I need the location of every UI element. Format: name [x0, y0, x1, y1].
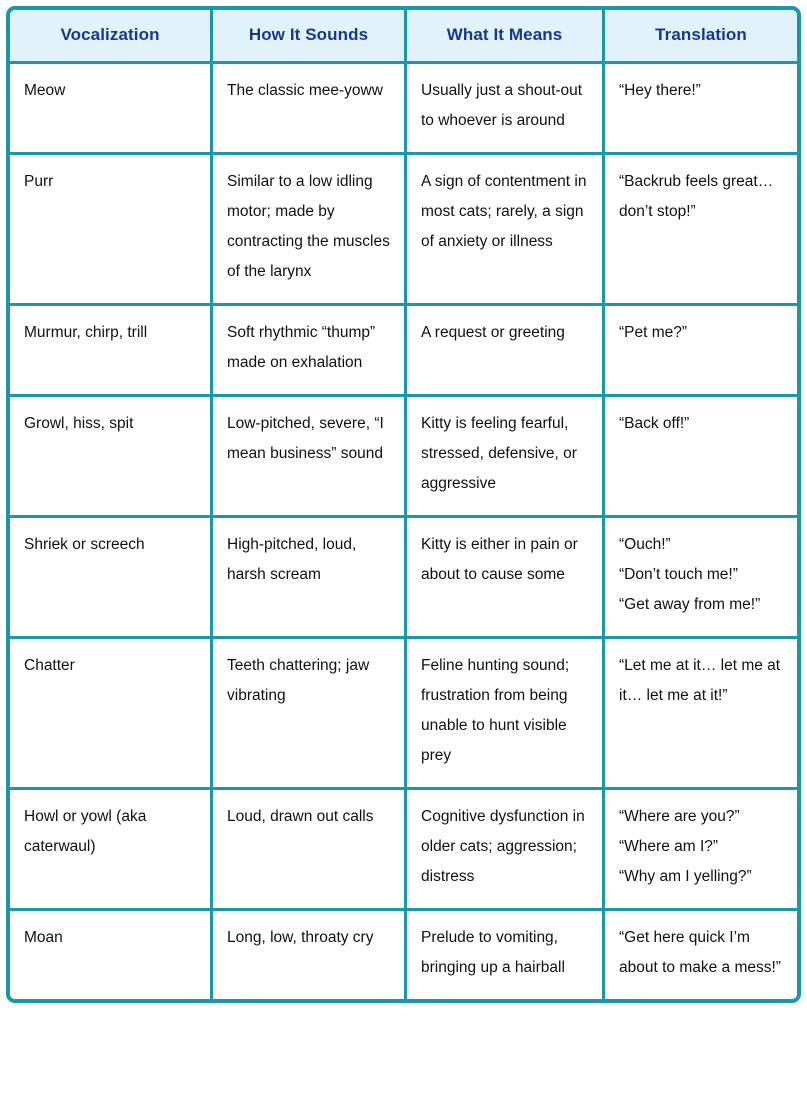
translation-line: “Pet me?”	[619, 324, 688, 341]
cell-what-it-means: Cognitive dysfunction in older cats; aggression; distress	[407, 790, 605, 911]
cell-how-it-sounds: The classic mee-yoww	[213, 64, 407, 155]
cell-vocalization: Howl or yowl (aka caterwaul)	[10, 790, 213, 911]
cell-how-it-sounds: Soft rhythmic “thump” made on exhalation	[213, 306, 407, 397]
translation-lines	[619, 530, 784, 620]
cell-translation	[605, 911, 797, 999]
cell-translation	[605, 397, 797, 518]
table-body	[10, 64, 797, 999]
table-row	[10, 64, 797, 155]
table-row	[10, 911, 797, 999]
translation-line: “Ouch!”	[619, 536, 671, 553]
translation-line: “Backrub feels great… don’t stop!”	[619, 173, 774, 220]
cell-vocalization: Meow	[10, 64, 213, 155]
cell-how-it-sounds: Teeth chattering; jaw vibrating	[213, 639, 407, 790]
cat-vocalization-table	[6, 6, 801, 1003]
translation-line: “Why am I yelling?”	[619, 868, 752, 885]
cell-translation	[605, 518, 797, 639]
table-row	[10, 518, 797, 639]
cell-translation	[605, 64, 797, 155]
cell-translation	[605, 306, 797, 397]
translation-lines	[619, 802, 784, 892]
cell-translation	[605, 155, 797, 306]
column-header-vocalization: Vocalization	[10, 10, 213, 64]
translation-line: “Let me at it… let me at it… let me at it!”	[619, 657, 781, 704]
header-row	[10, 10, 797, 64]
translation-line: “Where am I?”	[619, 838, 719, 855]
cell-how-it-sounds: Low-pitched, severe, “I mean business” sound	[213, 397, 407, 518]
cell-vocalization: Shriek or screech	[10, 518, 213, 639]
translation-lines	[619, 318, 784, 348]
cell-how-it-sounds: Loud, drawn out calls	[213, 790, 407, 911]
cell-translation	[605, 790, 797, 911]
cell-vocalization: Purr	[10, 155, 213, 306]
cell-vocalization: Moan	[10, 911, 213, 999]
translation-lines	[619, 76, 784, 106]
cell-how-it-sounds: Similar to a low idling motor; made by contracting the muscles of the larynx	[213, 155, 407, 306]
translation-lines	[619, 167, 784, 227]
translation-line: “Back off!”	[619, 415, 690, 432]
table-row	[10, 155, 797, 306]
cell-translation	[605, 639, 797, 790]
cell-what-it-means: Prelude to vomiting, bringing up a hairball	[407, 911, 605, 999]
table-row	[10, 397, 797, 518]
column-header-what-it-means: What It Means	[407, 10, 605, 64]
translation-line: “Hey there!”	[619, 82, 701, 99]
cell-what-it-means: Kitty is feeling fearful, stressed, defensive, or aggressive	[407, 397, 605, 518]
cell-vocalization: Growl, hiss, spit	[10, 397, 213, 518]
translation-lines	[619, 651, 784, 711]
cell-what-it-means: A request or greeting	[407, 306, 605, 397]
column-header-how-it-sounds: How It Sounds	[213, 10, 407, 64]
translation-lines	[619, 923, 784, 983]
table-row	[10, 639, 797, 790]
translation-line: “Don’t touch me!”	[619, 566, 738, 583]
column-header-translation: Translation	[605, 10, 797, 64]
translation-line: “Get away from me!”	[619, 596, 761, 613]
cell-how-it-sounds: High-pitched, loud, harsh scream	[213, 518, 407, 639]
translation-lines	[619, 409, 784, 439]
translation-line: “Where are you?”	[619, 808, 740, 825]
cell-vocalization: Chatter	[10, 639, 213, 790]
table-row	[10, 790, 797, 911]
table-header	[10, 10, 797, 64]
cell-what-it-means: Kitty is either in pain or about to cause some	[407, 518, 605, 639]
cell-what-it-means: A sign of contentment in most cats; rarely, a sign of anxiety or illness	[407, 155, 605, 306]
cell-vocalization: Murmur, chirp, trill	[10, 306, 213, 397]
table-row	[10, 306, 797, 397]
cell-how-it-sounds: Long, low, throaty cry	[213, 911, 407, 999]
cell-what-it-means: Feline hunting sound; frustration from being unable to hunt visible prey	[407, 639, 605, 790]
translation-line: “Get here quick I’m about to make a mess!”	[619, 929, 781, 976]
cell-what-it-means: Usually just a shout-out to whoever is around	[407, 64, 605, 155]
